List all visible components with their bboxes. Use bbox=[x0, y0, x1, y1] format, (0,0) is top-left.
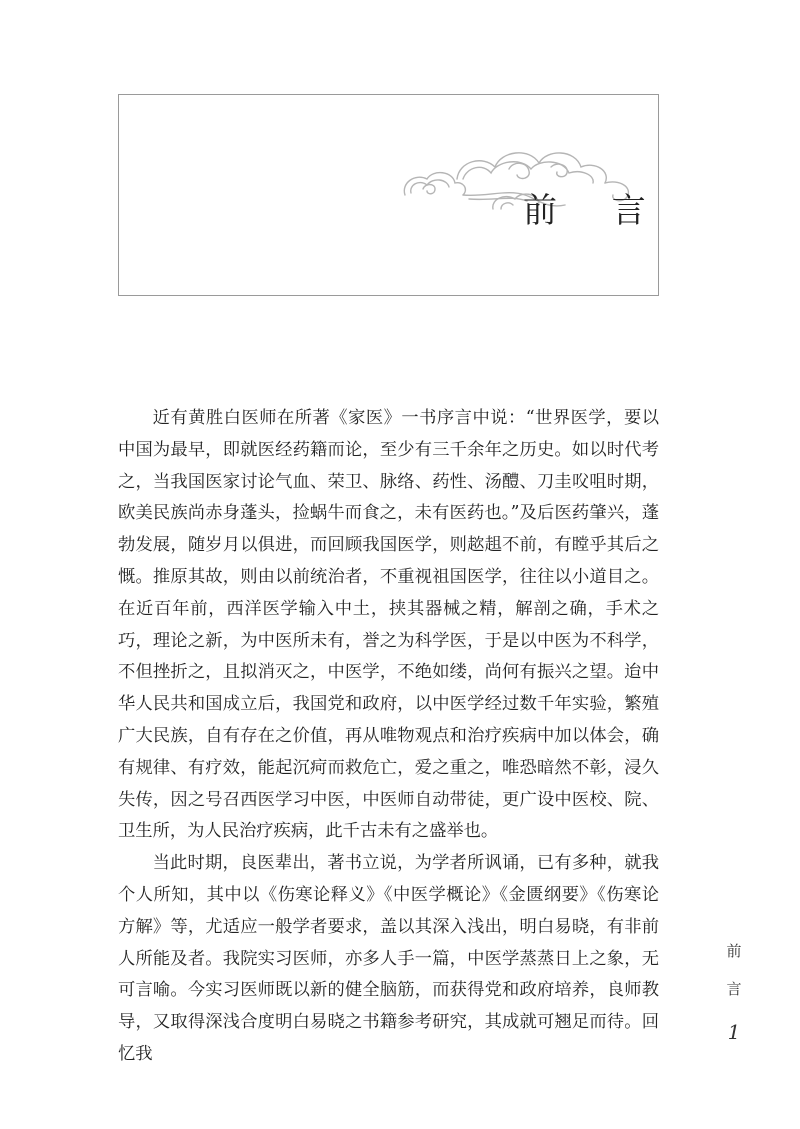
body-text bbox=[118, 403, 659, 1071]
paragraph: 近有黄胜白医师在所著《家医》一书序言中说：“世界医学，要以中国为最早，即就医经药籍而论，至少有三千余年之历史。如以时代考之，当我国医家讨论气血、荣卫、脉络、药性、汤醴、刀圭㕮咀时期，欧美民族尚赤身蓬头，捡蜗牛而食之，未有医药也。”及后医药肇兴，蓬勃发展，随岁月以俱进，而回顾我国医学，则趑趄不前，有瞠乎其后之慨。推原其故，则由以前统治者，不重视祖国医学，往往以小道目之。在近百年前，西洋医学输入中土，挟其器械之精，解剖之确，手术之巧，理论之新，为中医所未有，誉之为科学医，于是以中医为不科学，不但挫折之，且拟消灭之，中医学，不绝如缕，尚何有振兴之望。迨中华人民共和国成立后，我国党和政府，以中医学经过数千年实验，繁殖广大民族，自有存在之价值，再从唯物观点和治疗疾病中加以体会，确有规律、有疗效，能起沉疴而救危亡，爱之重之，唯恐暗然不彰，浸久失传，因之号召西医学习中医，中医师自动带徒，更广设中医校、院、卫生所，为人民治疗疾病，此千古未有之盛举也。 bbox=[118, 408, 659, 842]
page-number: 1 bbox=[727, 1020, 741, 1044]
paragraph: 当此时期，良医辈出，著书立说，为学者所讽诵，已有多种，就我个人所知，其中以《伤寒论释义》《中医学概论》《金匮纲要》《伤寒论方解》等，尤适应一般学者要求，盖以其深入浅出，明白易晓，有非前人所能及者。我院实习医师，亦多人手一篇，中医学蒸蒸日上之象，无可言喻。今实习医师既以新的健全脑筋，而获得党和政府培养，良师教导，又取得深浅合度明白易晓之书籍参考研究，其成就可翘足而待。回忆我 bbox=[118, 853, 659, 1064]
running-header bbox=[722, 932, 746, 1044]
section-name: 前 言 bbox=[726, 942, 742, 998]
page-title: 前 言 bbox=[523, 191, 668, 231]
title-frame bbox=[118, 94, 668, 296]
